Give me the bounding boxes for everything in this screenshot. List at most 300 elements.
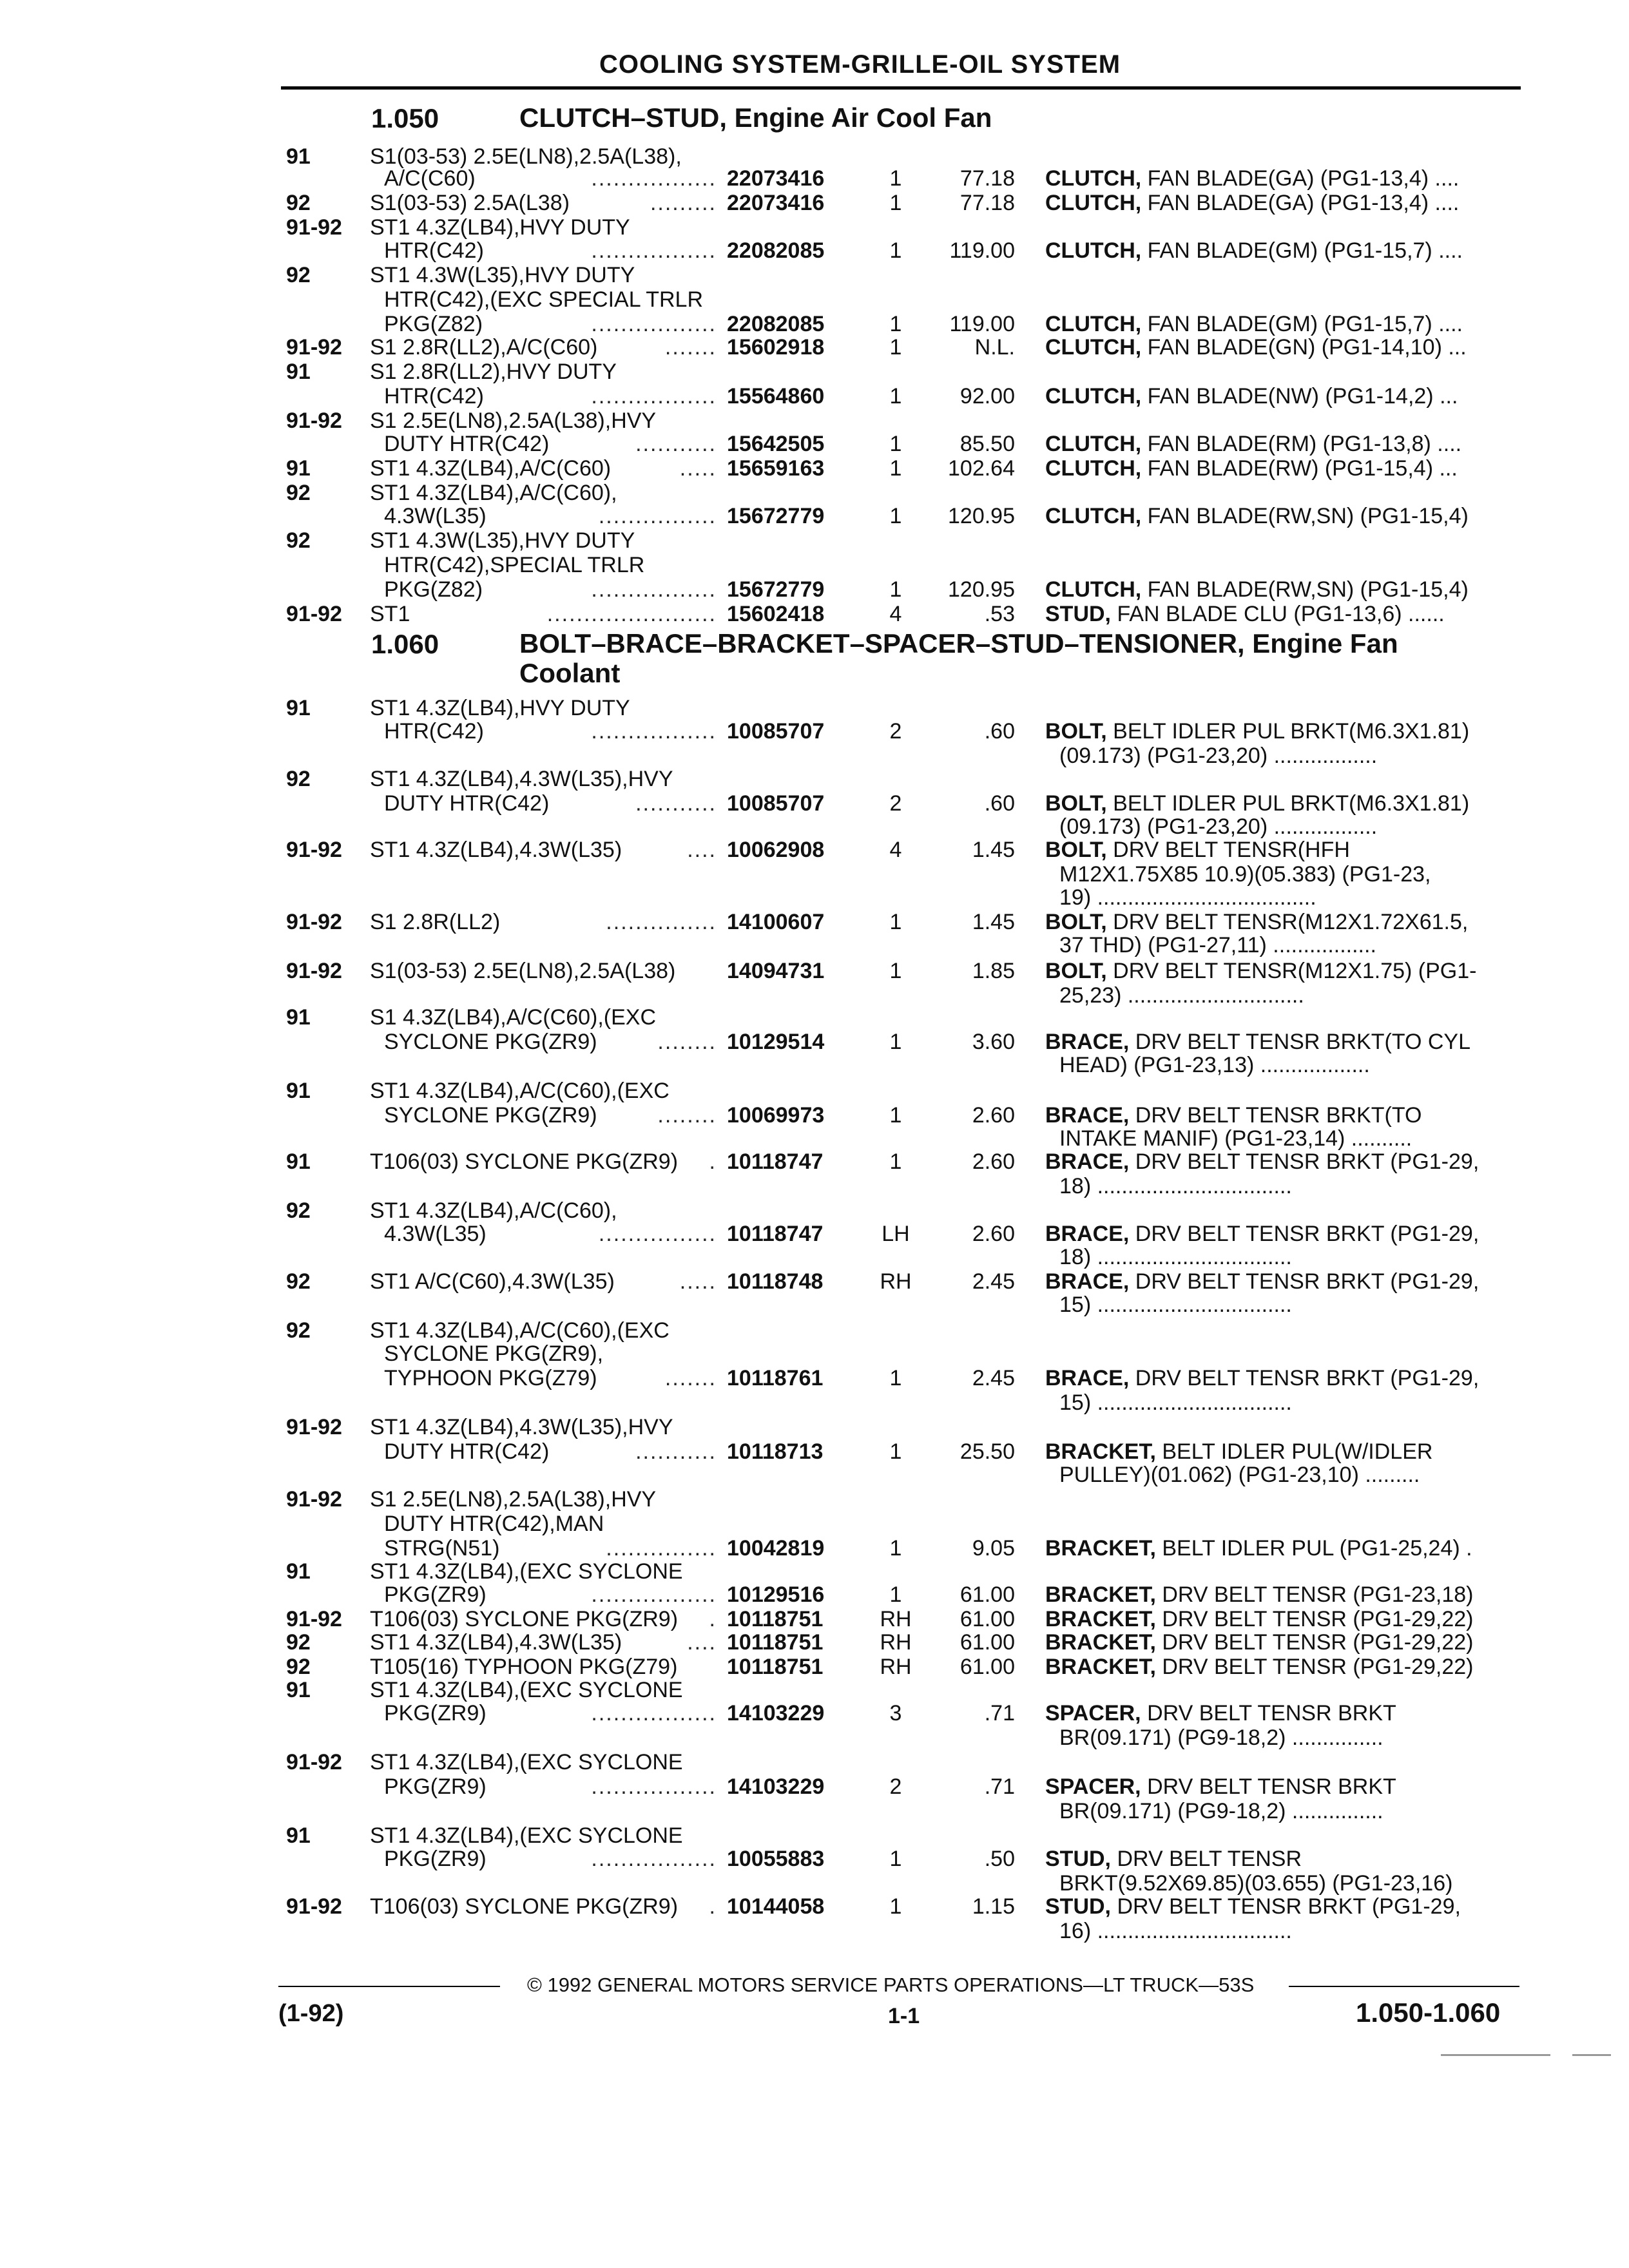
part-name-keyword: BRACE,: [1045, 1269, 1130, 1294]
footer-section-ref: 1.050-1.060: [1356, 1997, 1501, 2028]
part-number: 10118747: [727, 1149, 824, 1174]
part-name: [1045, 1439, 1432, 1464]
part-name: [1059, 1293, 1292, 1317]
quantity: 1: [889, 1582, 902, 1607]
part-name: [1059, 1919, 1292, 1943]
parts-row: [0, 1341, 1629, 1366]
part-number: 10118751: [727, 1655, 824, 1679]
leader-dots: ...........: [635, 432, 717, 456]
model-year: 92: [286, 528, 311, 553]
price: N.L.: [974, 335, 1015, 360]
part-name-detail: BRKT(9.52X69.85)(03.655) (PG1-23,16): [1059, 1871, 1453, 1896]
footer-page-number: 1-1: [888, 2004, 920, 2028]
leader-dots: .................: [591, 238, 717, 263]
part-name-keyword: CLUTCH,: [1045, 577, 1142, 602]
usage-description: T105(16) TYPHOON PKG(Z79): [370, 1655, 678, 1679]
part-name-keyword: CLUTCH,: [1045, 504, 1142, 528]
part-name-keyword: BOLT,: [1045, 791, 1107, 816]
part-name-detail: FAN BLADE(GN) (PG1-14,10) ...: [1141, 335, 1467, 360]
part-number: 22073416: [727, 166, 825, 191]
part-name-keyword: CLUTCH,: [1045, 191, 1142, 215]
price: .60: [984, 719, 1015, 744]
usage-description: STRG(N51): [384, 1536, 500, 1561]
scan-artifact: [1441, 2054, 1550, 2056]
part-name-detail: FAN BLADE(RW,SN) (PG1-15,4): [1141, 577, 1469, 602]
part-name: [1045, 1774, 1396, 1799]
part-name-detail: BELT IDLER PUL BRKT(M6.3X1.81): [1106, 791, 1470, 816]
part-name-detail: DRV BELT TENSR BRKT(TO CYL: [1129, 1030, 1470, 1054]
part-name-detail: FAN BLADE(GM) (PG1-15,7) ....: [1141, 312, 1463, 336]
leader-dots: ................: [598, 1222, 717, 1246]
parts-row: [0, 335, 1629, 360]
leader-dots: .......................: [546, 602, 717, 626]
part-name: [1045, 335, 1467, 360]
part-name: [1045, 312, 1463, 336]
usage-description: ST1 4.3Z(LB4),HVY DUTY: [370, 696, 630, 720]
part-name: [1045, 1701, 1396, 1725]
part-name-detail: BR(09.171) (PG9-18,2) ...............: [1059, 1725, 1383, 1750]
price: 61.00: [959, 1655, 1015, 1679]
quantity: 1: [889, 1030, 902, 1054]
usage-description: S1 2.8R(LL2),A/C(C60): [370, 335, 598, 360]
part-number: 10118761: [727, 1366, 824, 1390]
part-name-detail: FAN BLADE(GM) (PG1-15,7) ....: [1141, 238, 1463, 263]
price: 2.60: [972, 1222, 1015, 1246]
usage-description: SYCLONE PKG(ZR9),: [384, 1341, 604, 1366]
parts-row: [0, 1487, 1629, 1512]
part-name: [1045, 959, 1477, 983]
usage-description: S1(03-53) 2.5A(L38): [370, 191, 570, 215]
price: 1.85: [972, 959, 1015, 983]
quantity: 4: [889, 602, 902, 626]
model-year: 91-92: [286, 910, 342, 934]
quantity: LH: [882, 1222, 910, 1246]
leader-dots: ....: [687, 1630, 717, 1655]
parts-row: [0, 144, 1629, 169]
part-number: 22082085: [727, 312, 825, 336]
leader-dots: .................: [591, 719, 717, 744]
part-name-detail: FAN BLADE(GA) (PG1-13,4) ....: [1141, 191, 1460, 215]
footer-copyright: © 1992 GENERAL MOTORS SERVICE PARTS OPERATIONS—LT TRUCK—53S: [527, 1974, 1255, 1996]
quantity: 1: [889, 504, 902, 528]
part-name-detail: DRV BELT TENSR BRKT: [1141, 1774, 1396, 1799]
part-name-detail: 25,23) .............................: [1059, 983, 1304, 1008]
part-name-detail: 18) ................................: [1059, 1245, 1292, 1269]
price: 9.05: [972, 1536, 1015, 1561]
part-name-detail: 18) ................................: [1059, 1174, 1292, 1198]
part-name-detail: BELT IDLER PUL(W/IDLER: [1155, 1439, 1433, 1464]
usage-description: ST1 4.3Z(LB4),A/C(C60),: [370, 481, 617, 505]
part-number: 10085707: [727, 791, 825, 816]
parts-row: [0, 862, 1629, 887]
quantity: 2: [889, 719, 902, 744]
part-number: 14103229: [727, 1701, 825, 1725]
part-name-keyword: BRACKET,: [1045, 1439, 1156, 1464]
price: 120.95: [948, 577, 1015, 602]
part-name-detail: DRV BELT TENSR BRKT(TO: [1129, 1103, 1422, 1128]
parts-row: [0, 191, 1629, 215]
usage-description: HTR(C42): [384, 719, 484, 744]
usage-description: HTR(C42),(EXC SPECIAL TRLR: [384, 287, 703, 312]
usage-description: ST1 4.3Z(LB4),4.3W(L35): [370, 838, 622, 862]
model-year: 92: [286, 191, 311, 215]
part-name: [1045, 1582, 1473, 1607]
part-name-detail: DRV BELT TENSR BRKT: [1141, 1701, 1396, 1725]
price: 25.50: [959, 1439, 1015, 1464]
part-name-detail: DRV BELT TENSR(HFH: [1106, 838, 1350, 862]
part-name-detail: PULLEY)(01.062) (PG1-23,10) .........: [1059, 1463, 1420, 1487]
part-name: [1045, 1366, 1479, 1390]
part-name-keyword: BRACE,: [1045, 1030, 1130, 1054]
leader-dots: .........: [650, 191, 717, 215]
part-name-keyword: BRACKET,: [1045, 1630, 1156, 1655]
part-name-detail: DRV BELT TENSR BRKT (PG1-29,: [1129, 1222, 1480, 1246]
part-name: [1045, 1149, 1479, 1174]
part-name: [1045, 1222, 1479, 1246]
parts-row: [0, 1919, 1629, 1943]
part-name: [1059, 1725, 1383, 1750]
usage-description: T106(03) SYCLONE PKG(ZR9): [370, 1607, 679, 1631]
leader-dots: ...........: [635, 791, 717, 816]
section-code: 1.060: [371, 629, 439, 659]
footer-rule-right: [1289, 1986, 1519, 1987]
usage-description: ST1 4.3Z(LB4),A/C(C60),(EXC: [370, 1079, 670, 1103]
part-number: 10085707: [727, 719, 825, 744]
model-year: 91-92: [286, 408, 342, 433]
parts-row: [0, 1222, 1629, 1246]
part-name: [1059, 1245, 1292, 1269]
price: 1.45: [972, 910, 1015, 934]
leader-dots: .................: [591, 384, 717, 408]
part-name-keyword: BRACKET,: [1045, 1582, 1156, 1607]
part-name-detail: DRV BELT TENSR BRKT (PG1-29,: [1129, 1269, 1480, 1294]
parts-row: [0, 1103, 1629, 1128]
model-year: 91: [286, 696, 311, 720]
parts-row: [0, 577, 1629, 602]
part-name: [1045, 910, 1468, 934]
usage-description: ST1 4.3Z(LB4),(EXC SYCLONE: [370, 1559, 683, 1584]
parts-row: [0, 215, 1629, 240]
part-name-detail: BELT IDLER PUL BRKT(M6.3X1.81): [1106, 719, 1470, 744]
price: 119.00: [949, 238, 1015, 263]
part-name: [1059, 1799, 1383, 1823]
part-name: [1045, 1269, 1479, 1294]
parts-row: [0, 432, 1629, 456]
parts-row: [0, 504, 1629, 528]
price: .53: [984, 602, 1015, 626]
parts-row: [0, 1630, 1629, 1655]
model-year: 91: [286, 1823, 311, 1848]
part-name-detail: 37 THD) (PG1-27,11) .................: [1059, 933, 1376, 957]
model-year: 91-92: [286, 1415, 342, 1439]
part-number: 15564860: [727, 384, 825, 408]
leader-dots: ................: [598, 504, 717, 528]
price: 3.60: [972, 1030, 1015, 1054]
model-year: 91: [286, 360, 311, 384]
usage-description: S1(03-53) 2.5E(LN8),2.5A(L38): [370, 959, 676, 983]
usage-description: ST1 A/C(C60),4.3W(L35): [370, 1269, 615, 1294]
part-name: [1045, 1847, 1302, 1871]
quantity: 1: [889, 1149, 902, 1174]
usage-description: ST1 4.3W(L35),HVY DUTY: [370, 263, 635, 287]
part-number: 10118748: [727, 1269, 824, 1294]
part-number: 15672779: [727, 577, 825, 602]
part-name-keyword: BRACKET,: [1045, 1536, 1156, 1561]
leader-dots: ........: [657, 1103, 717, 1128]
price: 1.15: [972, 1894, 1015, 1919]
model-year: 92: [286, 1318, 311, 1343]
quantity: RH: [880, 1269, 912, 1294]
part-name-detail: DRV BELT TENSR BRKT (PG1-29,: [1129, 1149, 1480, 1174]
usage-description: A/C(C60): [384, 166, 476, 191]
usage-description: ST1 4.3Z(LB4),A/C(C60): [370, 456, 612, 481]
quantity: 2: [889, 1774, 902, 1799]
parts-row: [0, 1774, 1629, 1799]
part-number: 15672779: [727, 504, 825, 528]
part-name-detail: 15) ................................: [1059, 1293, 1292, 1317]
part-name-detail: (09.173) (PG1-23,20) .................: [1059, 744, 1378, 768]
part-name: [1045, 238, 1463, 263]
part-name-keyword: CLUTCH,: [1045, 312, 1142, 336]
model-year: 91-92: [286, 335, 342, 360]
part-number: 10118751: [727, 1607, 824, 1631]
usage-description: SYCLONE PKG(ZR9): [384, 1030, 597, 1054]
quantity: RH: [880, 1655, 912, 1679]
parts-row: [0, 1174, 1629, 1198]
part-number: 22082085: [727, 238, 825, 263]
usage-description: S1 2.8R(LL2): [370, 910, 501, 934]
usage-description: HTR(C42): [384, 384, 484, 408]
model-year: 92: [286, 1269, 311, 1294]
parts-row: [0, 1293, 1629, 1317]
usage-description: S1 2.5E(LN8),2.5A(L38),HVY: [370, 408, 657, 433]
usage-description: S1 2.8R(LL2),HVY DUTY: [370, 360, 617, 384]
model-year: 92: [286, 481, 311, 505]
footer-date: (1-92): [278, 2000, 344, 2027]
parts-row: [0, 360, 1629, 384]
model-year: 91: [286, 1678, 311, 1702]
part-name-keyword: BRACE,: [1045, 1222, 1130, 1246]
model-year: 91-92: [286, 1607, 342, 1631]
part-name: [1045, 1894, 1461, 1919]
parts-row: [0, 1536, 1629, 1561]
leader-dots: .....: [679, 456, 717, 481]
parts-row: [0, 1053, 1629, 1077]
usage-description: T106(03) SYCLONE PKG(ZR9): [370, 1149, 679, 1174]
parts-row: [0, 696, 1629, 720]
leader-dots: .................: [591, 1774, 717, 1799]
part-name: [1045, 432, 1461, 456]
model-year: 92: [286, 263, 311, 287]
model-year: 92: [286, 1198, 311, 1223]
parts-row: [0, 1390, 1629, 1415]
part-name: [1045, 791, 1469, 816]
quantity: 1: [889, 1103, 902, 1128]
part-name: [1045, 577, 1469, 602]
usage-description: ST1 4.3Z(LB4),4.3W(L35),HVY: [370, 1415, 673, 1439]
price: 77.18: [959, 191, 1015, 215]
parts-row: [0, 1245, 1629, 1269]
part-number: 22073416: [727, 191, 825, 215]
price: 102.64: [948, 456, 1015, 481]
part-name: [1045, 1536, 1472, 1561]
price: 61.00: [959, 1582, 1015, 1607]
part-name: [1045, 719, 1469, 744]
parts-row: [0, 1823, 1629, 1848]
leader-dots: ...........: [635, 1439, 717, 1464]
price: 77.18: [959, 166, 1015, 191]
part-number: 14103229: [727, 1774, 825, 1799]
parts-row: [0, 481, 1629, 505]
price: 85.50: [959, 432, 1015, 456]
leader-dots: .: [709, 1894, 717, 1919]
quantity: 2: [889, 791, 902, 816]
part-name-detail: DRV BELT TENSR BRKT (PG1-29,: [1129, 1366, 1480, 1390]
leader-dots: ...............: [606, 1536, 717, 1561]
part-name: [1045, 504, 1469, 528]
quantity: 1: [889, 1366, 902, 1390]
part-name-detail: FAN BLADE(RM) (PG1-13,8) ....: [1141, 432, 1462, 456]
section-heading-1060: [371, 629, 1486, 688]
price: 2.60: [972, 1149, 1015, 1174]
section-code: 1.050: [371, 103, 439, 133]
parts-row: [0, 1725, 1629, 1750]
usage-description: ST1 4.3Z(LB4),A/C(C60),: [370, 1198, 617, 1223]
quantity: 1: [889, 335, 902, 360]
model-year: 91: [286, 1559, 311, 1584]
price: .71: [984, 1701, 1015, 1725]
page-title: COOLING SYSTEM-GRILLE-OIL SYSTEM: [599, 50, 1121, 79]
usage-description: DUTY HTR(C42): [384, 432, 550, 456]
price: 61.00: [959, 1607, 1015, 1631]
header-rule: [281, 86, 1521, 90]
quantity: 1: [889, 577, 902, 602]
part-number: 14100607: [727, 910, 825, 934]
part-number: 10062908: [727, 838, 825, 862]
leader-dots: .................: [591, 1847, 717, 1871]
part-name-detail: DRV BELT TENSR(M12X1.72X61.5,: [1106, 910, 1469, 934]
usage-description: HTR(C42): [384, 238, 484, 263]
parts-row: [0, 838, 1629, 862]
leader-dots: ........: [657, 1030, 717, 1054]
parts-row: [0, 1366, 1629, 1390]
part-name: [1059, 1390, 1292, 1415]
model-year: 91: [286, 144, 311, 169]
part-name-detail: FAN BLADE(RW) (PG1-15,4) ...: [1141, 456, 1458, 481]
part-name-detail: HEAD) (PG1-23,13) ..................: [1059, 1053, 1370, 1077]
parts-row: [0, 1894, 1629, 1919]
usage-description: ST1 4.3Z(LB4),A/C(C60),(EXC: [370, 1318, 670, 1343]
parts-row: [0, 312, 1629, 336]
price: 61.00: [959, 1630, 1015, 1655]
part-name-keyword: BOLT,: [1045, 910, 1107, 934]
usage-description: ST1: [370, 602, 410, 626]
usage-description: PKG(ZR9): [384, 1847, 487, 1871]
parts-row: [0, 238, 1629, 263]
model-year: 91-92: [286, 1894, 342, 1919]
parts-row: [0, 166, 1629, 191]
model-year: 92: [286, 1630, 311, 1655]
parts-row: [0, 1463, 1629, 1487]
parts-row: [0, 553, 1629, 577]
part-name: [1059, 933, 1376, 957]
parts-row: [0, 910, 1629, 934]
part-number: 10118751: [727, 1630, 824, 1655]
part-number: 10129516: [727, 1582, 825, 1607]
part-name-keyword: CLUTCH,: [1045, 166, 1142, 191]
leader-dots: .................: [591, 1701, 717, 1725]
part-number: 10118747: [727, 1222, 824, 1246]
leader-dots: .................: [591, 312, 717, 336]
parts-row: [0, 1582, 1629, 1607]
part-name-detail: DRV BELT TENSR: [1111, 1847, 1302, 1871]
model-year: 92: [286, 767, 311, 791]
part-name: [1059, 744, 1377, 768]
usage-description: TYPHOON PKG(Z79): [384, 1366, 597, 1390]
quantity: 1: [889, 1536, 902, 1561]
section-title: BOLT–BRACE–BRACKET–SPACER–STUD–TENSIONER, Engine Fan Coolant: [519, 628, 1398, 688]
part-name: [1059, 862, 1431, 887]
part-name-detail: DRV BELT TENSR (PG1-29,22): [1155, 1630, 1474, 1655]
usage-description: ST1 4.3Z(LB4),4.3W(L35),HVY: [370, 767, 673, 791]
model-year: 91-92: [286, 1487, 342, 1512]
parts-row: [0, 456, 1629, 481]
quantity: 1: [889, 1439, 902, 1464]
footer-rule-left: [278, 1986, 500, 1987]
part-name-detail: DRV BELT TENSR (PG1-23,18): [1155, 1582, 1474, 1607]
part-name-detail: FAN BLADE(GA) (PG1-13,4) ....: [1141, 166, 1460, 191]
part-name: [1045, 384, 1458, 408]
leader-dots: .................: [591, 577, 717, 602]
parts-row: [0, 1750, 1629, 1774]
part-name: [1045, 1103, 1422, 1128]
usage-description: DUTY HTR(C42): [384, 1439, 550, 1464]
part-name-keyword: BRACKET,: [1045, 1655, 1156, 1679]
part-name-keyword: BRACKET,: [1045, 1607, 1156, 1631]
model-year: 91: [286, 456, 311, 481]
parts-row: [0, 1198, 1629, 1223]
part-name-keyword: CLUTCH,: [1045, 384, 1142, 408]
part-name: [1045, 602, 1445, 626]
leader-dots: .......: [664, 335, 717, 360]
usage-description: HTR(C42),SPECIAL TRLR: [384, 553, 645, 577]
model-year: 91-92: [286, 959, 342, 983]
leader-dots: .: [709, 1149, 717, 1174]
price: 2.45: [972, 1366, 1015, 1390]
price: 92.00: [959, 384, 1015, 408]
part-number: 15642505: [727, 432, 825, 456]
part-name: [1045, 456, 1458, 481]
price: .50: [984, 1847, 1015, 1871]
part-name-keyword: STUD,: [1045, 1894, 1111, 1919]
part-name-keyword: CLUTCH,: [1045, 432, 1142, 456]
parts-row: [0, 1655, 1629, 1679]
usage-description: S1(03-53) 2.5E(LN8),2.5A(L38),: [370, 144, 682, 169]
part-number: 14094731: [727, 959, 825, 983]
part-name-keyword: BOLT,: [1045, 719, 1107, 744]
price: .60: [984, 791, 1015, 816]
leader-dots: ....: [687, 838, 717, 862]
part-name: [1045, 1607, 1473, 1631]
model-year: 91-92: [286, 602, 342, 626]
model-year: 92: [286, 1655, 311, 1679]
part-name-detail: FAN BLADE(RW,SN) (PG1-15,4): [1141, 504, 1469, 528]
part-name-detail: BELT IDLER PUL (PG1-25,24) .: [1155, 1536, 1472, 1561]
parts-row: [0, 1415, 1629, 1439]
quantity: 4: [889, 838, 902, 862]
quantity: 1: [889, 910, 902, 934]
usage-description: PKG(Z82): [384, 312, 483, 336]
